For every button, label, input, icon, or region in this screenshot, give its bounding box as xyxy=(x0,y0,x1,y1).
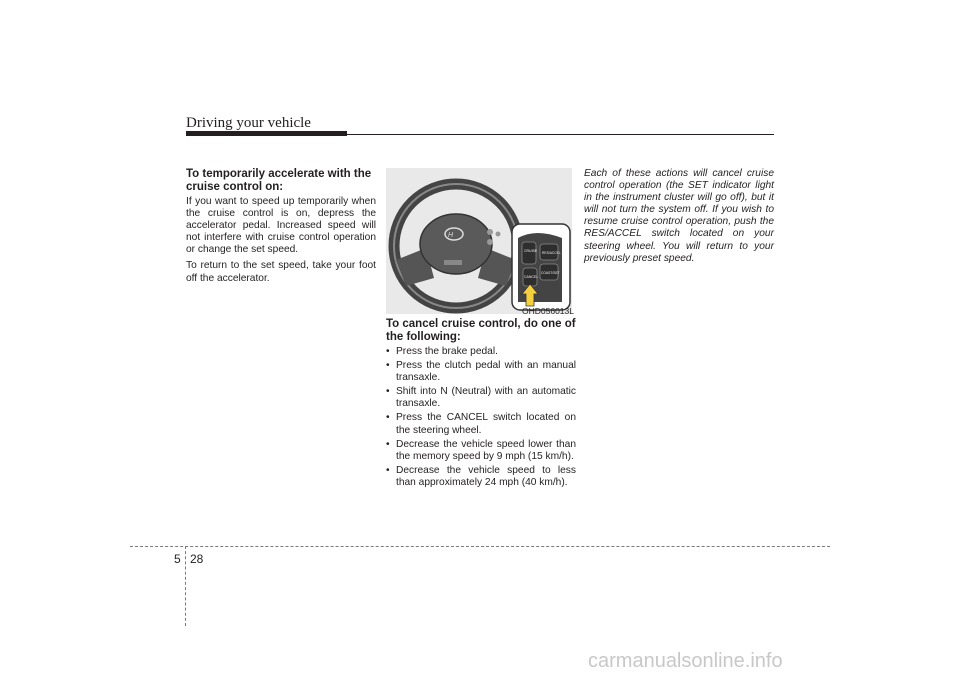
svg-text:H: H xyxy=(448,232,454,239)
footer-divider xyxy=(185,546,186,626)
footer-rule xyxy=(130,546,830,547)
svg-text:CRUISE: CRUISE xyxy=(524,249,538,253)
watermark: carmanualsonline.info xyxy=(588,650,783,672)
list-item: • Press the CANCEL switch located on the steering wheel. xyxy=(386,412,576,436)
page-number: 28 xyxy=(190,552,204,566)
cruise-switch-icon xyxy=(522,242,536,264)
steering-wheel-svg xyxy=(386,168,572,314)
figure-code: OHD056013L xyxy=(522,306,574,316)
list-item: • Shift into N (Neutral) with an automatic transaxle. xyxy=(386,386,576,410)
svg-text:CANCEL: CANCEL xyxy=(524,275,539,279)
header-title: Driving your vehicle xyxy=(186,115,311,131)
list-item: • Press the clutch pedal with an manual transaxle. xyxy=(386,360,576,384)
list-item: • Decrease the vehicle speed lower than the memory speed by 9 mph (15 km/h). xyxy=(386,439,576,463)
list-item: • Press the brake pedal. xyxy=(386,346,576,358)
cancel-heading: To cancel cruise control, do one of the following: xyxy=(386,318,576,343)
list-item: • Decrease the vehicle speed to less than approximately 24 mph (40 km/h). xyxy=(386,465,576,489)
column-right xyxy=(584,168,774,269)
steering-wheel-illustration xyxy=(386,168,572,314)
cancel-list xyxy=(386,346,576,489)
column-left xyxy=(186,168,376,289)
accelerate-paragraph-2: To return to the set speed, take your foot off the accelerator. xyxy=(186,260,376,284)
column-middle xyxy=(386,318,576,491)
hub-button-icon xyxy=(487,239,493,245)
section-number: 5 xyxy=(174,552,181,566)
cancel-note: Each of these actions will cancel cruise control operation (the SET indicator light in the instrument cluster will go off), but it will not turn the system off. If you wish to resume cruise control operation, push the RES/ACCEL switch located on your steering wheel. You will return to your previously preset speed. xyxy=(584,168,774,264)
accelerate-heading: To temporarily accelerate with the cruise control on: xyxy=(186,168,372,193)
hub-button-icon xyxy=(487,229,493,235)
svg-text:COAST/SET: COAST/SET xyxy=(541,271,560,275)
header-rule xyxy=(186,134,774,135)
hub-button-icon xyxy=(496,232,501,237)
svg-text:RES/ACCEL: RES/ACCEL xyxy=(542,251,561,255)
airbag-label-icon xyxy=(444,260,462,265)
accelerate-paragraph-1: If you want to speed up temporarily when the cruise control is on, depress the accelerator pedal. Increased speed will not interfere with cruise control operation or change the set speed. xyxy=(186,196,376,256)
